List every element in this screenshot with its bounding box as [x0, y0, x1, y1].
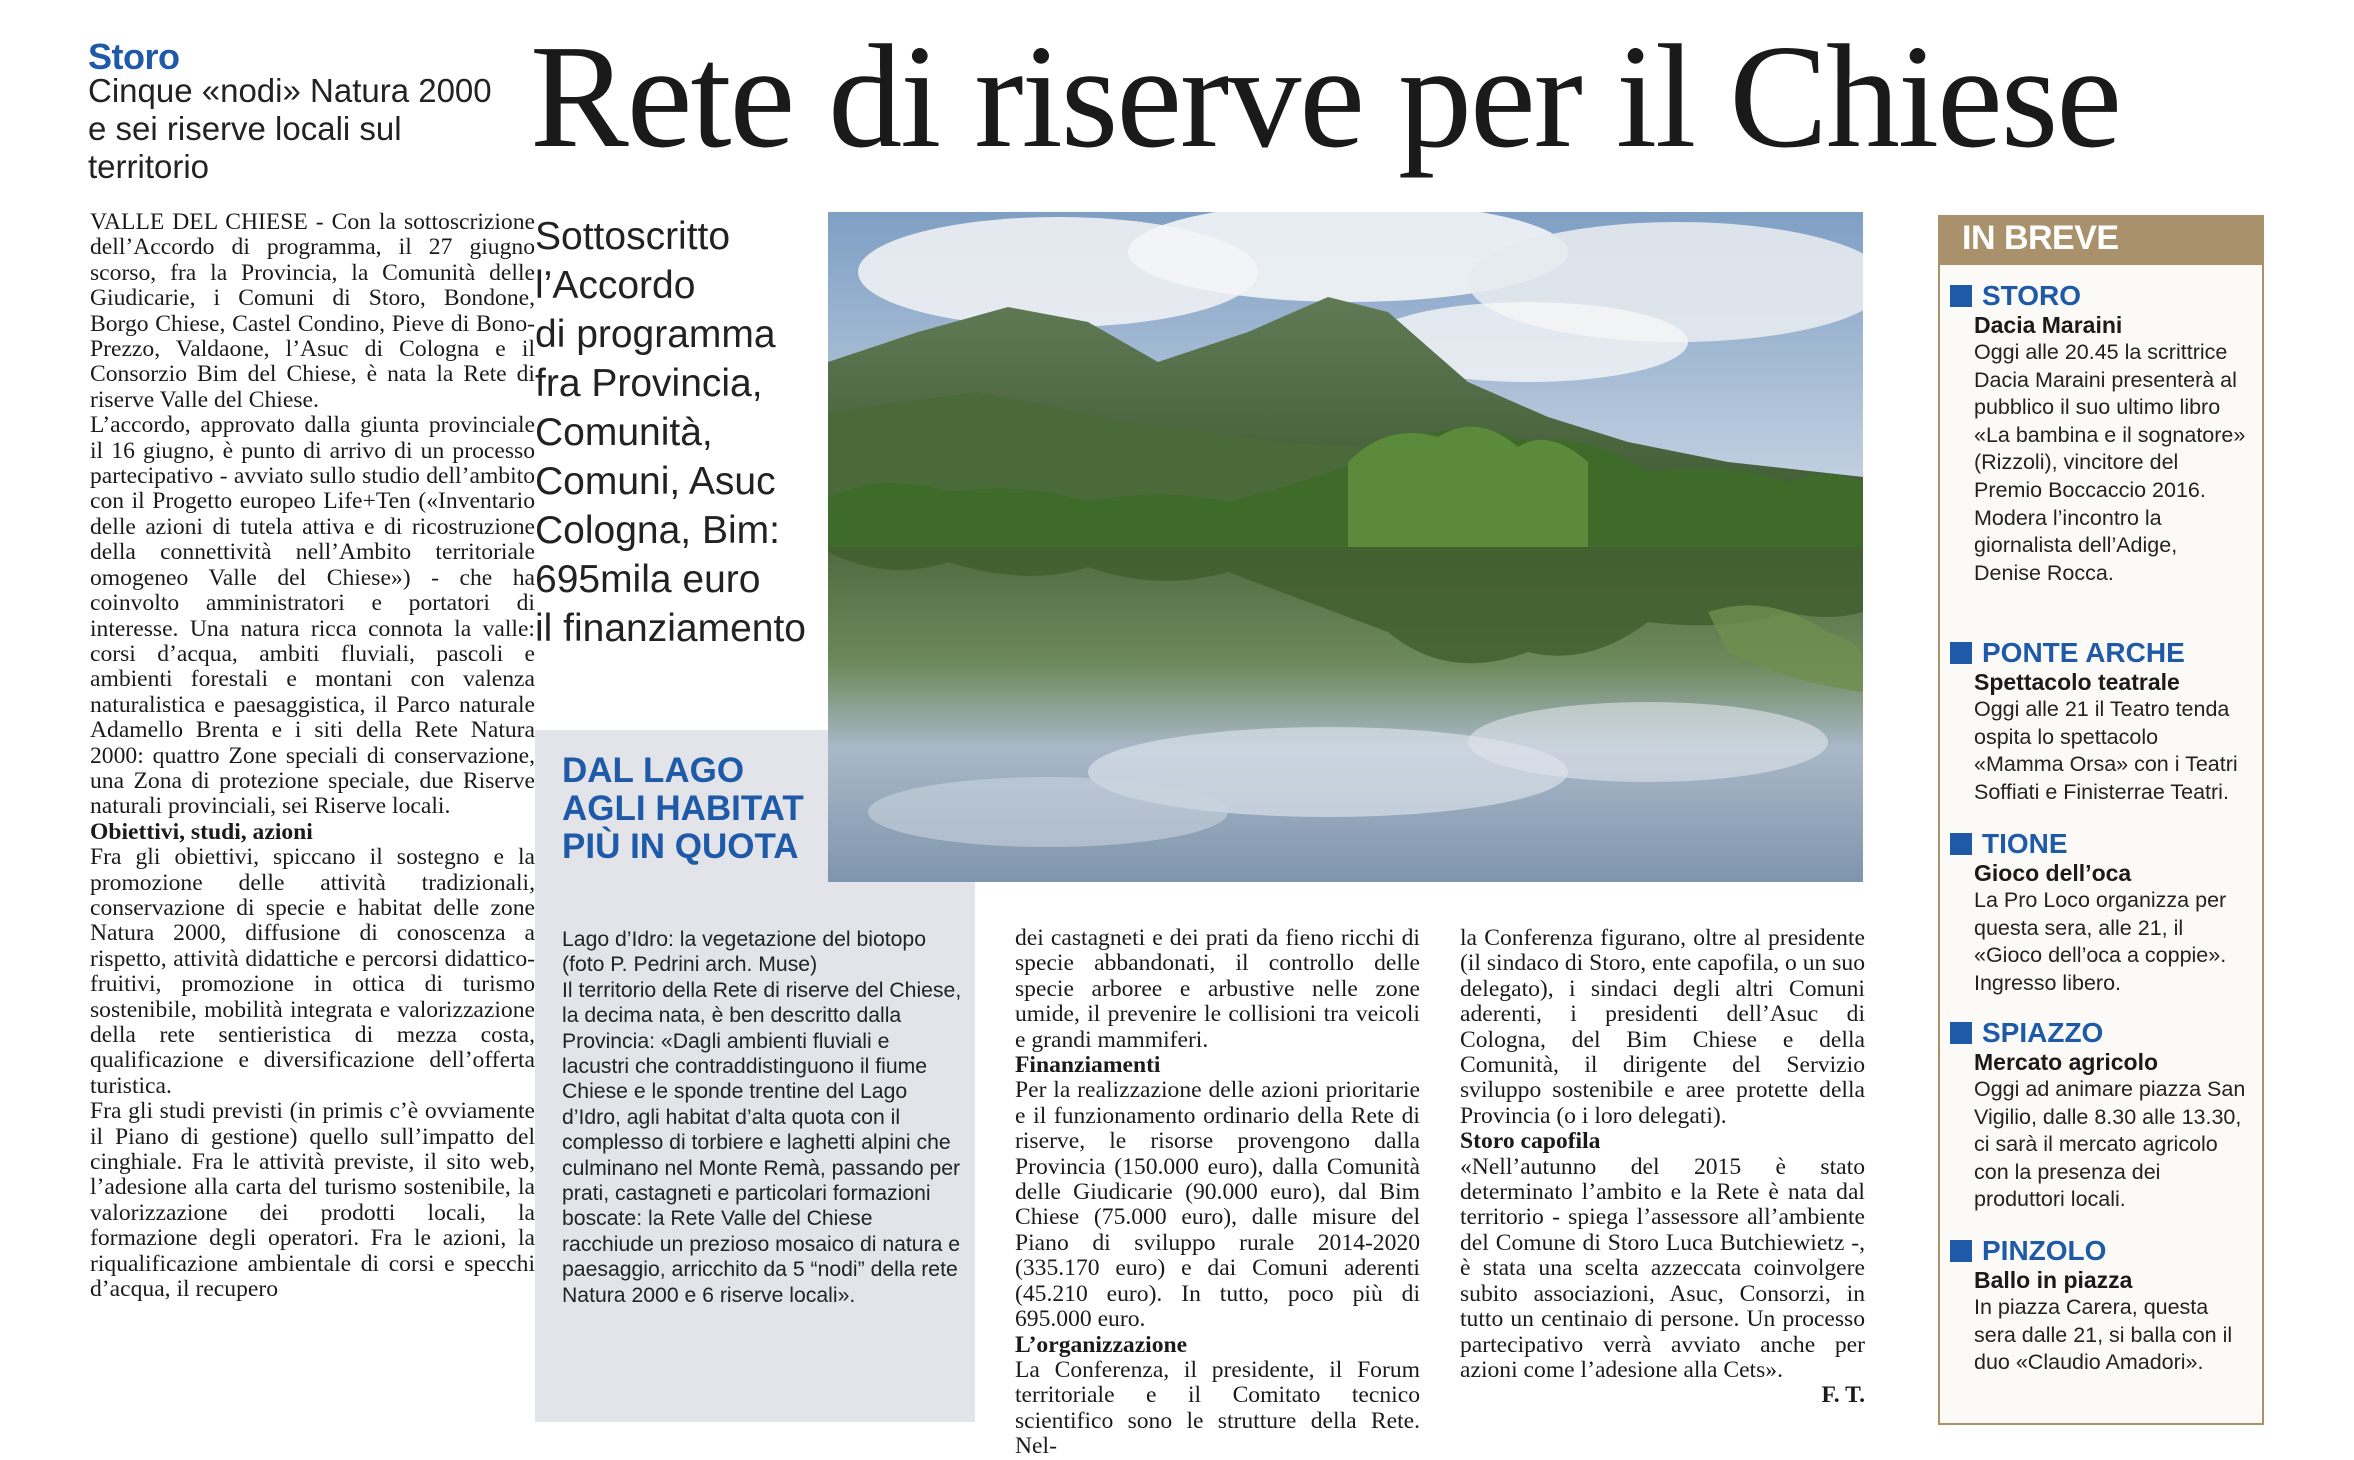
brief-place: [1950, 828, 2250, 860]
brief-title: Ballo in piazza: [1974, 1267, 2133, 1293]
paragraph: Fra gli obiettivi, spiccano il sostegno e la promozione delle attività tradizionali, conservazione di specie e habitat delle zone Natura 2000, diffusione di conoscenza a rispetto, attività didattiche e percorsi didattico-fruitivi, promozione in ottica di turismo sostenibile, mobilità integrata e valorizzazione della rete sentieristica di mezza costa, qualificazione e diversificazione dell’offerta turistica.: [90, 844, 535, 1099]
brief-item: [1950, 637, 2250, 806]
photo-credit: Lago d’Idro: la vegetazione del biotopo (foto P. Pedrini arch. Muse): [562, 928, 926, 977]
caption-title-line: DAL LAGO: [562, 751, 745, 790]
paragraph: la Conferenza figurano, oltre al presidente (il sindaco di Storo, ente capofila, o un suo delegato), i sindaci degli altri Comuni aderenti, i presidenti dell’Asuc di Cologna, del Bim Chiese e della Comunità, il dirigente del Servizio sviluppo sostenibile e aree protette della Provincia (o i loro delegati).: [1460, 925, 1865, 1129]
caption-title-line: AGLI HABITAT: [562, 789, 804, 828]
deck-line: Sottoscritto: [535, 215, 731, 258]
section-subheading: Storo capofila: [1460, 1128, 1601, 1155]
square-bullet-icon: [1950, 285, 1972, 307]
headline: Rete di riserve per il Chiese: [530, 15, 2121, 179]
paragraph: La Conferenza, il presidente, il Forum territoriale e il Comitato tecnico scientifico sono le strutture della Rete. Nel-: [1015, 1356, 1420, 1460]
brief-place: [1950, 637, 2250, 669]
article-column-3: [1015, 926, 1420, 1460]
lake-landscape-image: [828, 212, 1863, 882]
brief-title: Dacia Maraini: [1974, 312, 2123, 338]
caption-text: [562, 927, 962, 1308]
brief-place-label: SPIAZZO: [1982, 1017, 2104, 1048]
brief-text: Oggi alle 21 il Teatro tenda ospita lo spettacolo «Mamma Orsa» con i Teatri Soffiati e Finisterrae Teatri.: [1974, 697, 2238, 804]
square-bullet-icon: [1950, 1022, 1972, 1044]
caption-paragraph: Il territorio della Rete di riserve del Chiese, la decima nata, è ben descritto dalla Provincia: «Dagli ambienti fluviali e lacustri che contraddistinguono il fiume Chiese e le sponde trentine del Lago d’Idro, agli habitat d’alta quota con il complesso di torbiere e laghetti alpini che culminano nel Monte Remà, passando per prati, castagneti e particolari formazioni boscate: la Rete Valle del Chiese racchiude un prezioso mosaico di natura e paesaggio, arricchito da 5 “nodi” della rete Natura 2000 e 6 riserve locali».: [562, 978, 962, 1307]
section-subheading: Obiettivi, studi, azioni: [90, 818, 313, 845]
brief-title: Mercato agricolo: [1974, 1049, 2159, 1075]
brief-item: [1950, 1235, 2250, 1377]
section-subheading: L’organizzazione: [1015, 1331, 1188, 1358]
author-signature: F. T.: [1821, 1382, 1865, 1409]
deck-line: fra Provincia,: [535, 362, 763, 405]
deck-line: Comunità,: [535, 411, 713, 454]
deck-line: l’Accordo: [535, 264, 696, 307]
paragraph: «Nell’autunno del 2015 è stato determinato l’ambito e la Rete è nata dal territorio - spiega l’assessore all’ambiente del Comune di Storo Luca Butchiewietz -, è stata una scelta azzeccata coinvolgere subito associazioni, Asuc, Consorzi, in tutto un centinaio di persone. Un processo partecipativo verrà avviato anche per azioni come l’adesione alla Cets».: [1460, 1153, 1865, 1383]
article-column-4: [1460, 926, 1865, 1409]
brief-place: [1950, 280, 2250, 312]
caption-title-line: PIÙ IN QUOTA: [562, 827, 799, 866]
paragraph: VALLE DEL CHIESE - Con la sottoscrizione dell’Accordo di programma, il 27 giugno scorso, fra la Provincia, la Comunità delle Giudicarie, i Comuni di Storo, Bondone, Borgo Chiese, Castel Condino, Pieve di Bono-Prezzo, Valdaone, l’Asuc di Cologna e il Consorzio Bim del Chiese, è nata la Rete di riserve Valle del Chiese.: [90, 209, 535, 413]
lake-photo: [828, 212, 1863, 882]
paragraph: Per la realizzazione delle azioni prioritarie e il funzionamento ordinario della Rete di riserve, le risorse provengono dalla Provincia (150.000 euro), dalla Comunità delle Giudicarie (90.000 euro), dal Bim Chiese (75.000 euro), dalle misure del Piano di sviluppo rurale 2014-2020 (335.170 euro) e dai Comuni aderenti (45.210 euro). In tutto, poco più di 695.000 euro.: [1015, 1077, 1420, 1333]
brief-item: [1950, 1017, 2250, 1214]
section-subheading: Finanziamenti: [1015, 1052, 1161, 1079]
brief-text: Oggi alle 20.45 la scrittrice Dacia Maraini presenterà al pubblico il suo ultimo libro «La bambina e il sognatore» (Rizzoli), vincitore del Premio Boccaccio 2016. Modera l’incontro la giornalista dell’Adige, Denise Rocca.: [1974, 340, 2246, 585]
paragraph: L’accordo, approvato dalla giunta provinciale il 16 giugno, è punto di arrivo di un processo partecipativo - avviato sullo studio dell’ambito con il Progetto europeo Life+Ten («Inventario delle azioni di tutela attiva e di ricostruzione della connettività nell’Ambito territoriale omogeneo Valle del Chiese») - che ha coinvolto amministratori e portatori di interesse. Una natura ricca connota la valle: corsi d’acqua, ambiti fluviali, pascoli e ambienti forestali e montani con valenza naturalistica e paesaggistica, il Parco naturale Adamello Brenta e i siti della Rete Natura 2000: quattro Zone speciali di conservazione, una Zona di protezione speciale, due Riserve naturali provinciali, sei Riserve locali.: [90, 412, 535, 820]
brief-text: In piazza Carera, questa sera dalle 21, si balla con il duo «Claudio Amadori».: [1974, 1295, 2233, 1375]
square-bullet-icon: [1950, 833, 1972, 855]
deck-line: il finanziamento: [535, 607, 806, 650]
brief-title: Spettacolo teatrale: [1974, 669, 2180, 695]
article-column-1: [90, 210, 535, 1302]
deck-line: di programma: [535, 313, 776, 356]
brief-place-label: PINZOLO: [1982, 1235, 2107, 1266]
brief-place: [1950, 1235, 2250, 1267]
subheadline-line: e sei riserve locali sul territorio: [88, 110, 402, 185]
brief-item: [1950, 828, 2250, 997]
brief-text: La Pro Loco organizza per questa sera, alle 21, il «Gioco dell’oca a coppie». Ingresso libero.: [1974, 888, 2227, 995]
brief-place-label: TIONE: [1982, 828, 2068, 859]
paragraph: Fra gli studi previsti (in primis c’è ovviamente il Piano di gestione) quello sull’impatto del cinghiale. Fra le attività previste, il sito web, l’adesione alla carta del turismo sostenibile, la valorizzazione dei prodotti locali, la formazione degli operatori. Fra le azioni, la riqualificazione ambientale di corsi e specchi d’acqua, il recupero: [90, 1098, 535, 1303]
brief-place: [1950, 1017, 2250, 1049]
brief-text: Oggi ad animare piazza San Vigilio, dalle 8.30 alle 13.30, ci sarà il mercato agricolo con la presenza dei produttori locali.: [1974, 1077, 2246, 1212]
brief-item: [1950, 280, 2250, 587]
subheadline: [88, 72, 518, 186]
brief-place-label: STORO: [1982, 280, 2082, 311]
deck-line: Comuni, Asuc: [535, 460, 776, 503]
deck-line: Cologna, Bim:: [535, 509, 780, 552]
in-breve-title: IN BREVE: [1962, 219, 2119, 257]
caption-title: [562, 752, 962, 866]
brief-title: Gioco dell’oca: [1974, 860, 2132, 886]
brief-place-label: PONTE ARCHE: [1982, 637, 2185, 668]
deck: [535, 212, 835, 653]
kicker: Storo: [88, 36, 180, 77]
subheadline-line: Cinque «nodi» Natura 2000: [88, 72, 492, 109]
deck-line: 695mila euro: [535, 558, 761, 601]
paragraph: dei castagneti e dei prati da fieno ricchi di specie abbandonati, il controllo delle specie arboree e arbustive nelle zone umide, il prevenire le collisioni tra veicoli e grandi mammiferi.: [1015, 925, 1420, 1053]
square-bullet-icon: [1950, 1240, 1972, 1262]
square-bullet-icon: [1950, 642, 1972, 664]
